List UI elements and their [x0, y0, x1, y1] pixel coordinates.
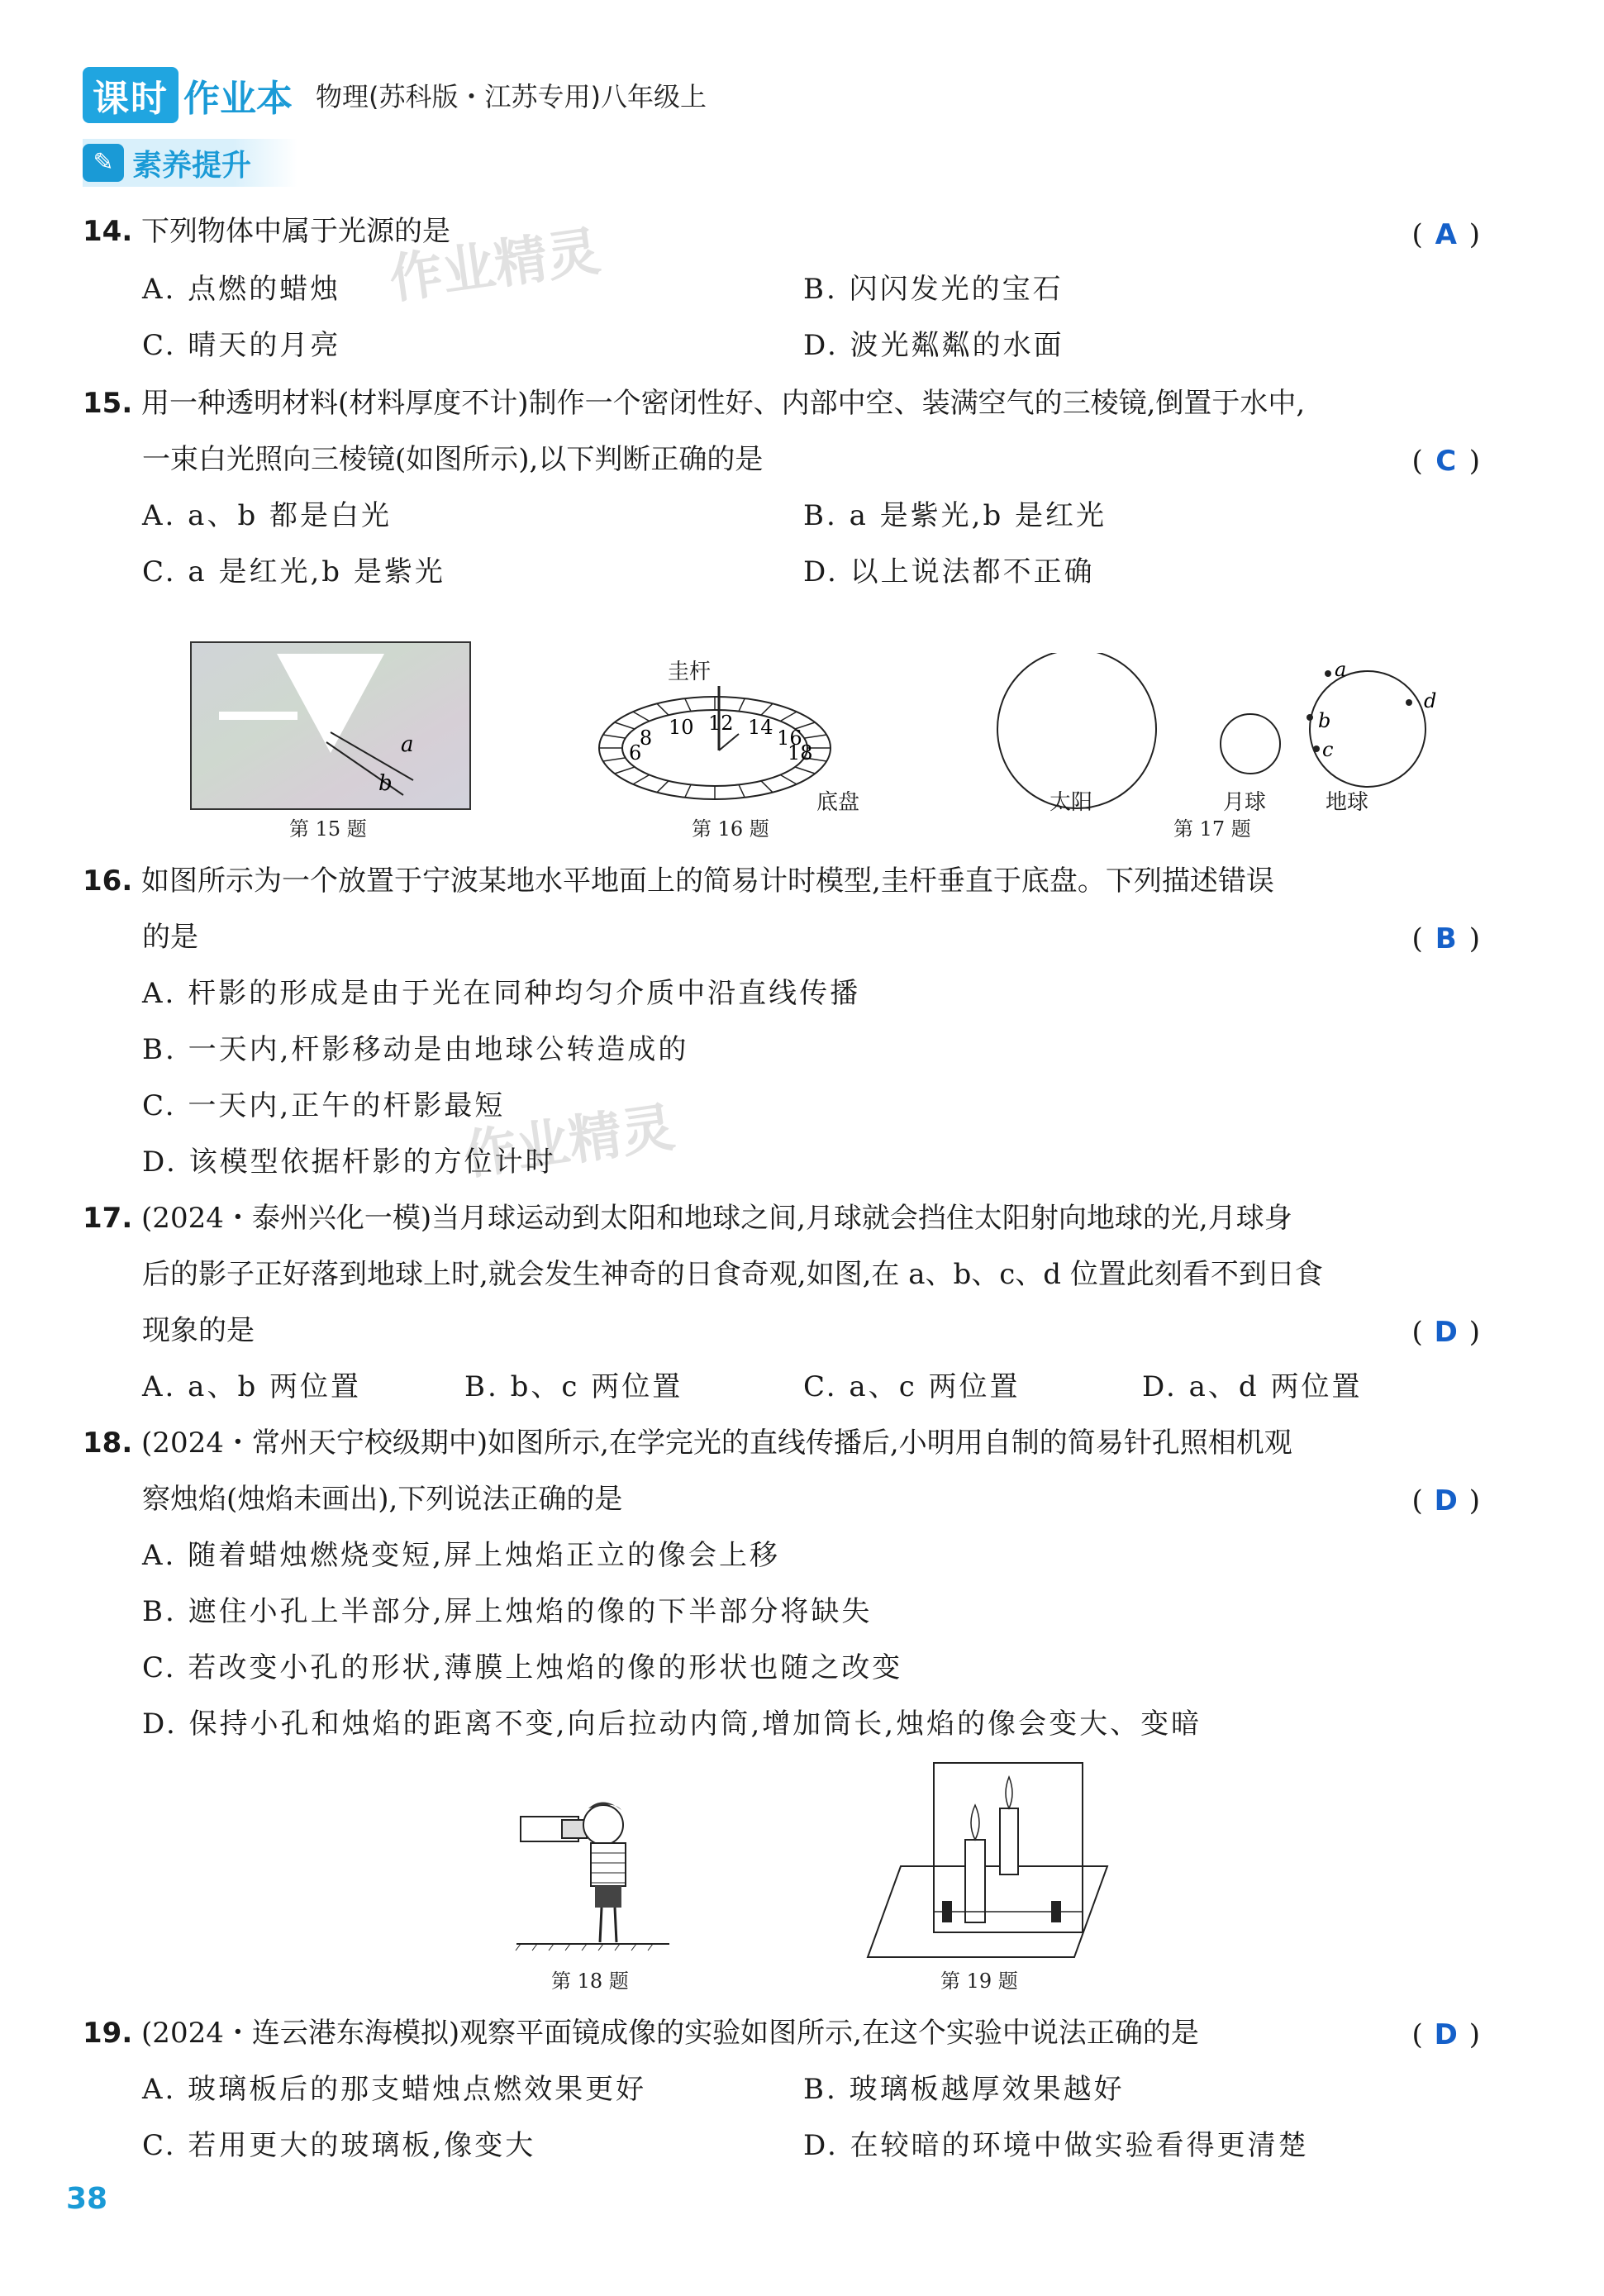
subject-title: 物理(苏科版・江苏专用)八年级上: [316, 81, 707, 112]
question-number: 15.: [83, 387, 133, 420]
dial-tick: [603, 758, 626, 761]
option-c: C. a 是红光,b 是紫光: [142, 555, 445, 588]
question-text: 下列物体中属于光源的是: [141, 215, 451, 248]
option-c: C. a、c 两位置: [803, 1370, 1021, 1403]
hour-label: 10: [669, 715, 694, 739]
answer-value: C: [1435, 445, 1457, 478]
option-c: C. 若改变小孔的形状,薄膜上烛焰的像的形状也随之改变: [142, 1651, 903, 1684]
option-d: D. a、d 两位置: [1142, 1370, 1363, 1403]
dial-tick: [603, 735, 626, 738]
option-d: D. 以上说法都不正确: [803, 555, 1095, 588]
page-number: 38: [66, 2182, 108, 2216]
figure-caption: 第 16 题: [692, 817, 769, 841]
dial-tick: [780, 712, 797, 721]
figure-caption: 第 19 题: [940, 1970, 1018, 1993]
answer-value: B: [1435, 922, 1457, 955]
answer-19: ( D ): [1411, 2018, 1480, 2051]
candle-front: [965, 1840, 985, 1922]
gnomon-shadow: [719, 734, 739, 750]
figure-18-pinhole-camera: [512, 1785, 678, 1959]
point-d: d: [1424, 689, 1437, 712]
brand-logo-text: 作业本: [183, 78, 293, 120]
answer-16: ( B ): [1411, 922, 1480, 955]
figure-16-sundial: [595, 653, 835, 818]
option-a: A. 玻璃板后的那支蜡烛点燃效果更好: [142, 2073, 647, 2106]
dial-tick: [739, 784, 745, 797]
answer-value: D: [1434, 1484, 1458, 1517]
option-d: D. 波光粼粼的水面: [803, 329, 1064, 362]
dial-tick: [795, 767, 815, 774]
hour-label: 8: [639, 726, 653, 750]
check-pen-icon: ✎: [83, 144, 124, 182]
option-a: A. a、b 两位置: [142, 1370, 362, 1403]
option-d: D. 保持小孔和烛焰的距离不变,向后拉动内筒,增加筒长,烛焰的像会变大、变暗: [142, 1708, 1202, 1741]
question-15: [83, 385, 1305, 422]
question-18: [83, 1425, 1292, 1461]
question-text: (2024・泰州兴化一模)当月球运动到太阳和地球之间,月球就会挡住太阳射向地球的光,月球身: [141, 1202, 1292, 1235]
answer-value: D: [1434, 2018, 1458, 2051]
dial-tick: [657, 703, 669, 715]
hour-label: 6: [629, 741, 642, 765]
question-text: (2024・常州天宁校级期中)如图所示,在学完光的直线传播后,小明用自制的简易针孔照相机观: [141, 1427, 1292, 1460]
page-header: [83, 66, 707, 124]
question-18-line2: 察烛焰(烛焰未画出),下列说法正确的是: [142, 1483, 623, 1516]
label-sun: 太阳: [1050, 790, 1093, 815]
option-b: B. 遮住小孔上半部分,屏上烛焰的像的下半部分将缺失: [142, 1595, 873, 1628]
boy-head: [583, 1805, 623, 1845]
answer-value: D: [1434, 1316, 1458, 1349]
option-d: D. 该模型依据杆影的方位计时: [142, 1146, 556, 1179]
dial-tick: [761, 703, 773, 715]
question-17-line2: 后的影子正好落到地球上时,就会发生神奇的日食奇观,如图,在 a、b、c、d 位置此刻看不到日食: [142, 1258, 1323, 1291]
question-16-line2: 的是: [142, 921, 198, 954]
option-a: A. 点燃的蜡烛: [142, 273, 341, 306]
dial-tick: [633, 775, 650, 784]
option-c: C. 一天内,正午的杆影最短: [142, 1089, 506, 1122]
answer-14: ( A ): [1411, 218, 1480, 251]
question-14: [83, 213, 450, 250]
dial-tick: [804, 735, 826, 738]
hour-label: 18: [788, 741, 813, 765]
brand-logo-box: 课时: [83, 67, 178, 123]
candle-back: [1000, 1808, 1018, 1874]
point-b: b: [1318, 709, 1331, 732]
dial-tick: [657, 781, 669, 793]
hour-label: 16: [777, 726, 802, 750]
option-c: C. 若用更大的玻璃板,像变大: [142, 2129, 536, 2162]
question-text: 用一种透明材料(材料厚度不计)制作一个密闭性好、内部中空、装满空气的三棱镜,倒置于水中,: [141, 387, 1306, 420]
question-number: 14.: [83, 215, 133, 248]
question-16: [83, 863, 1274, 899]
option-b: B. 一天内,杆影移动是由地球公转造成的: [142, 1033, 689, 1066]
dial-tick: [633, 712, 650, 721]
option-b: B. 闪闪发光的宝石: [803, 273, 1064, 306]
watermark: 作业精灵: [385, 221, 604, 312]
hour-label: 12: [708, 712, 734, 735]
question-17: [83, 1200, 1292, 1236]
point-a: a: [1335, 658, 1347, 681]
option-a: A. 随着蜡烛燃烧变短,屏上烛焰正立的像会上移: [142, 1539, 780, 1572]
label-moon: 月球: [1223, 790, 1267, 815]
dial-tick: [685, 698, 691, 711]
question-17-line3: 现象的是: [142, 1314, 255, 1347]
question-text: (2024・连云港东海模拟)观察平面镜成像的实验如图所示,在这个实验中说法正确的是: [141, 2017, 1199, 2050]
label-earth: 地球: [1326, 790, 1369, 815]
question-number: 17.: [83, 1202, 133, 1235]
moon: [1221, 714, 1280, 774]
question-text: 如图所示为一个放置于宁波某地水平地面上的简易计时模型,圭杆垂直于底盘。下列描述错误: [141, 865, 1274, 898]
answer-18: ( D ): [1411, 1484, 1480, 1517]
answer-value: A: [1435, 218, 1457, 251]
dial-tick: [761, 781, 773, 793]
label-base: 底盘: [816, 790, 860, 815]
figure-caption: 第 18 题: [551, 1970, 629, 1993]
option-b: B. b、c 两位置: [464, 1370, 683, 1403]
answer-15: ( C ): [1411, 445, 1480, 478]
question-number: 16.: [83, 865, 133, 898]
watermark: 作业精灵: [459, 1097, 678, 1188]
dial-tick: [615, 767, 635, 774]
option-c: C. 晴天的月亮: [142, 329, 341, 362]
answer-17: ( D ): [1411, 1316, 1480, 1349]
option-a: A. 杆影的形成是由于光在同种均匀介质中沿直线传播: [142, 977, 861, 1010]
question-15-line2: 一束白光照向三棱镜(如图所示),以下判断正确的是: [142, 443, 764, 476]
figure-caption: 第 17 题: [1173, 817, 1251, 841]
figure-15-prism: [190, 641, 471, 810]
dial-tick: [780, 775, 797, 784]
hour-label: 14: [748, 715, 773, 739]
section-banner: [83, 139, 297, 187]
option-a: A. a、b 都是白光: [142, 499, 393, 532]
dial-tick: [685, 784, 691, 797]
section-title: 素养提升: [132, 148, 252, 183]
option-d: D. 在较暗的环境中做实验看得更清楚: [803, 2129, 1309, 2162]
question-19: [83, 2015, 1199, 2051]
label-gnomon: 圭杆: [668, 660, 712, 684]
label-b: b: [378, 771, 393, 796]
figure-caption: 第 15 题: [289, 817, 367, 841]
question-number: 18.: [83, 1427, 133, 1460]
option-b: B. a 是紫光,b 是红光: [803, 499, 1107, 532]
dial-tick: [615, 722, 635, 729]
label-a: a: [401, 732, 414, 757]
question-number: 19.: [83, 2017, 133, 2050]
figure-19-plane-mirror: [859, 1759, 1116, 1965]
dial-tick: [739, 698, 745, 711]
point-c: c: [1322, 738, 1334, 761]
option-b: B. 玻璃板越厚效果越好: [803, 2073, 1125, 2106]
